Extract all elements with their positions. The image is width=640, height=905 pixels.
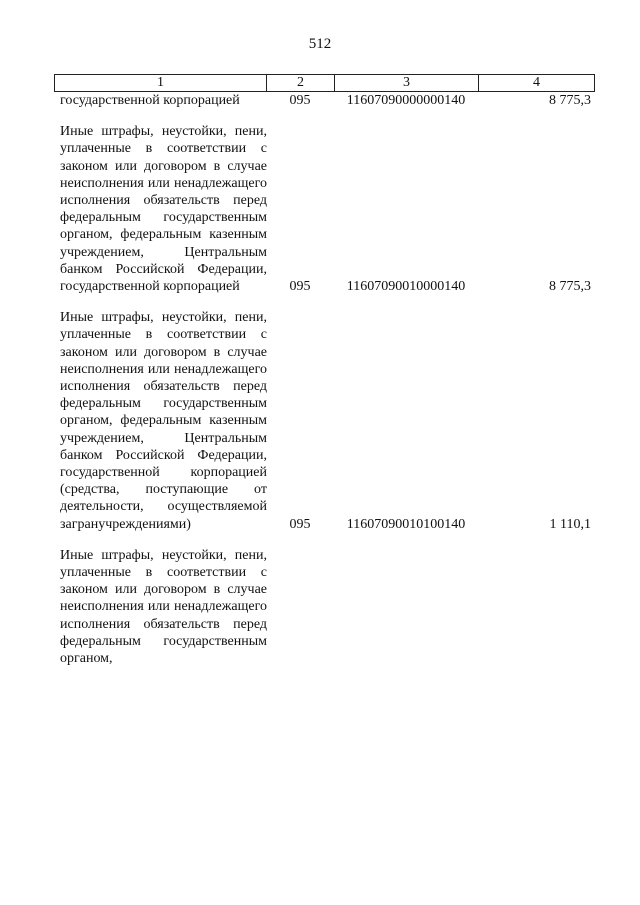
table-header bbox=[54, 74, 595, 92]
row-description: Иные штрафы, неустойки, пени, уплаченные в соответствии с законом или договором в случае неисполнения или ненадлежащего исполнения обязательств перед федеральным государственным органом, bbox=[60, 547, 267, 667]
row-budget-code: 11607090010100140 bbox=[346, 516, 466, 532]
row-description: государственной корпорацией bbox=[60, 93, 240, 108]
row-admin-code: 095 bbox=[289, 516, 311, 532]
header-col-3: 3 bbox=[335, 75, 479, 91]
row-admin-code: 095 bbox=[289, 93, 311, 108]
row-description: Иные штрафы, неустойки, пени, уплаченные в соответствии с законом или договором в случае неисполнения или ненадлежащего исполнения обязательств перед федеральным государственным органом, федеральным казенным учреждением, Центральным банком Российской Федерации, государственной корпорацией bbox=[60, 124, 267, 295]
header-col-4: 4 bbox=[533, 75, 540, 90]
row-admin-code: 095 bbox=[289, 279, 311, 295]
table-body bbox=[54, 92, 595, 667]
row-budget-code: 11607090000000140 bbox=[346, 93, 466, 108]
row-amount: 8 775,3 bbox=[549, 93, 591, 108]
header-col-2: 2 bbox=[267, 75, 335, 91]
page-number: 512 bbox=[308, 36, 332, 52]
table-row bbox=[54, 309, 595, 533]
table-row bbox=[54, 92, 595, 109]
header-col-1: 1 bbox=[55, 75, 267, 91]
row-amount: 8 775,3 bbox=[549, 279, 591, 295]
row-budget-code: 11607090010000140 bbox=[346, 279, 466, 295]
row-amount: 1 110,1 bbox=[549, 516, 591, 532]
row-description: Иные штрафы, неустойки, пени, уплаченные в соответствии с законом или договором в случае неисполнения или ненадлежащего исполнения обязательств перед федеральным государственным органом, федеральным казенным учреждением, Центральным банком Российской Федерации, государственной корпорацией (средства, поступающие от деятельности, осуществляемой загранучреждениями) bbox=[60, 310, 267, 532]
table-row bbox=[54, 123, 595, 295]
table-row bbox=[54, 547, 595, 667]
